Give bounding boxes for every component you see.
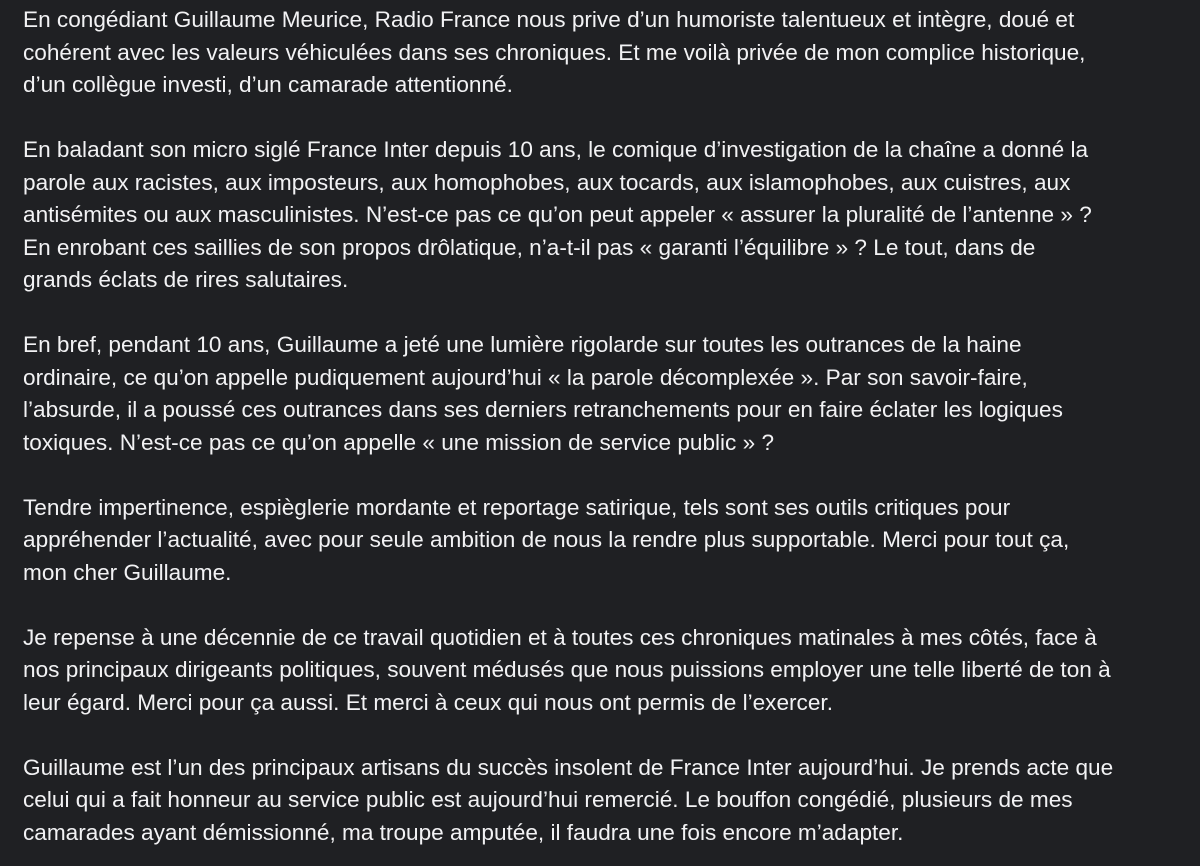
text-line: d’un collègue investi, d’un camarade attentionné. (23, 72, 513, 97)
text-line: Je repense à une décennie de ce travail quotidien et à toutes ces chroniques matinales à mes côtés, face à (23, 624, 1097, 650)
paragraph-5 (23, 622, 1188, 720)
text-line: appréhender l’actualité, avec pour seule ambition de nous la rendre plus supportable. Merci pour tout ça, (23, 527, 1070, 552)
text-line: l’absurde, il a poussé ces outrances dans ses derniers retranchements pour en faire éclater les logiques (23, 397, 1063, 422)
text-line: Guillaume est l’un des principaux artisans du succès insolent de France Inter aujourd’hui. Je prends acte que (23, 754, 1114, 780)
text-line: mon cher Guillaume. (23, 559, 232, 585)
paragraph-2 (23, 134, 1188, 297)
paragraph-1 (23, 4, 1188, 102)
text-line: Tendre impertinence, espièglerie mordante et reportage satirique, tels sont ses outils critiques pour (23, 494, 1011, 520)
text-line: celui qui a fait honneur au service public est aujourd’hui remercié. Le bouffon congédié, plusieurs de mes (23, 787, 1073, 812)
text-line: parole aux racistes, aux imposteurs, aux homophobes, aux tocards, aux islamophobes, aux cuistres, aux (23, 169, 1071, 195)
text-line: En enrobant ces saillies de son propos drôlatique, n’a-t-il pas « garanti l’équilibre » ? Le tout, dans de (23, 234, 1036, 260)
text-line: En baladant son micro siglé France Inter depuis 10 ans, le comique d’investigation de la chaîne a donné la (23, 137, 1089, 162)
text-line: nos principaux dirigeants politiques, souvent médusés que nous puissions employer une telle liberté de ton à (23, 657, 1111, 682)
paragraph-6 (23, 752, 1188, 850)
text-line: ordinaire, ce qu’on appelle pudiquement aujourd’hui « la parole décomplexée ». Par son savoir-faire, (23, 364, 1028, 390)
text-line: cohérent avec les valeurs véhiculées dans ses chroniques. Et me voilà privée de mon complice historique, (23, 39, 1086, 65)
text-line: toxiques. N’est-ce pas ce qu’on appelle « une mission de service public » ? (23, 429, 775, 455)
paragraph-4 (23, 492, 1188, 590)
paragraph-3 (23, 329, 1188, 459)
text-line: camarades ayant démissionné, ma troupe amputée, il faudra une fois encore m’adapter. (23, 819, 904, 845)
text-line: En bref, pendant 10 ans, Guillaume a jeté une lumière rigolarde sur toutes les outrances de la haine (23, 332, 1022, 357)
text-line: antisémites ou aux masculinistes. N’est-ce pas ce qu’on peut appeler « assurer la pluralité de l’antenne » ? (23, 202, 1092, 227)
text-line: En congédiant Guillaume Meurice, Radio France nous prive d’un humoriste talentueux et intègre, doué et (23, 7, 1075, 32)
text-line: leur égard. Merci pour ça aussi. Et merci à ceux qui nous ont permis de l’exercer. (23, 689, 833, 715)
text-line: grands éclats de rires salutaires. (23, 267, 349, 292)
